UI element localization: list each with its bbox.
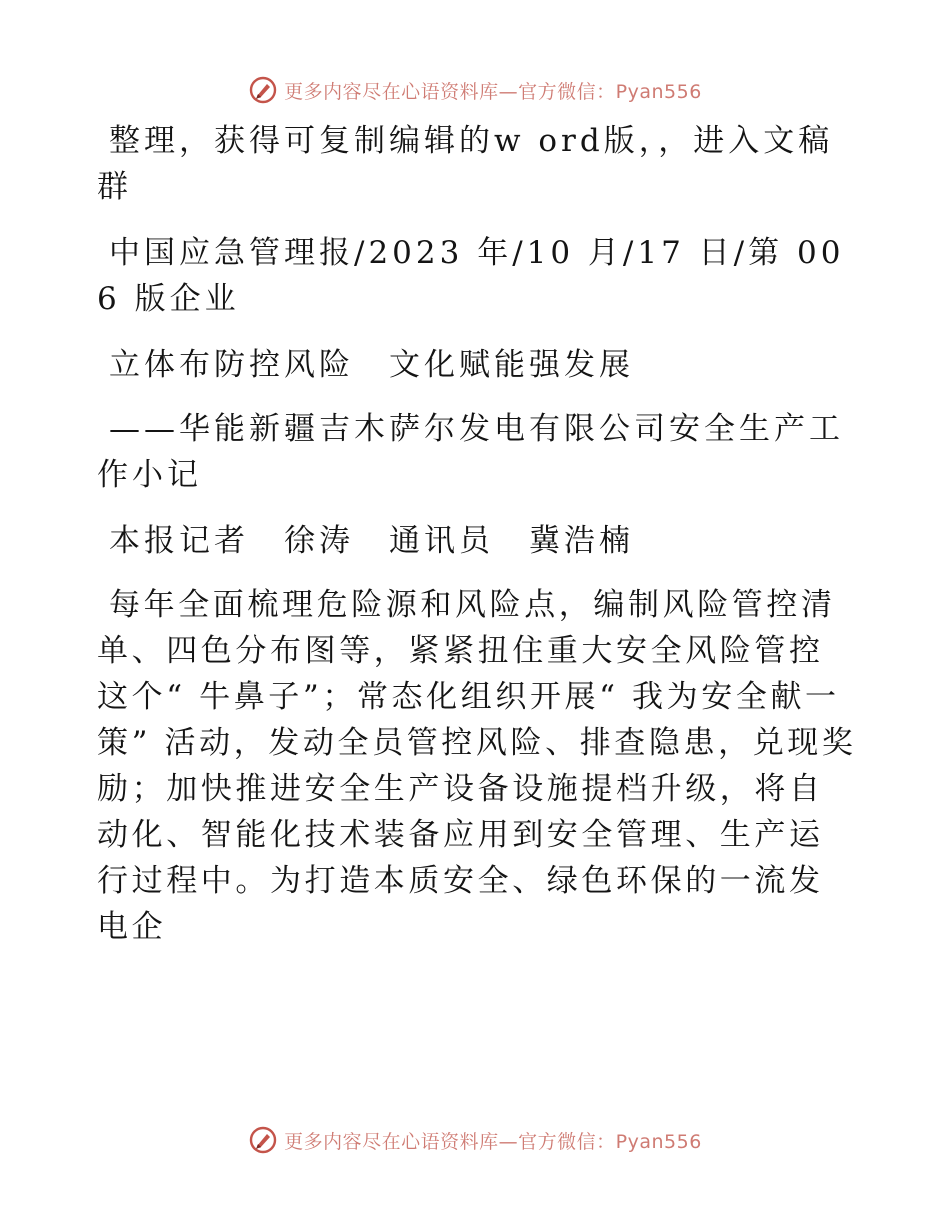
document-body [97,118,857,970]
byline: 本报记者 徐涛 通讯员 冀浩楠 [109,523,634,559]
watermark-text: 更多内容尽在心语资料库—官方微信：Pyan556 [284,1130,702,1153]
pen-logo-icon [248,1125,278,1155]
article-subtitle: ——华能新疆吉木萨尔发电有限公司安全生产工作小记 [97,411,844,493]
body-paragraph: 每年全面梳理危险源和风险点，编制风险管控清单、四色分布图等，紧紧扭住重大安全风险管控这个“ 牛鼻子”；常态化组织开展“ 我为安全献一策” 活动，发动全员管控风险、排查隐患，兑现奖励；加快推进安全生产设备设施提档升级，将自动化、智能化技术装备应用到安全管理、生产运行过程中。为打造本质安全、绿色环保的一流发电企 [97,587,857,945]
pen-logo-icon [248,75,278,105]
watermark-text: 更多内容尽在心语资料库—官方微信：Pyan556 [284,80,702,103]
source-line: 中国应急管理报/2023 年/10 月/17 日/第 006 版企业 [97,235,845,317]
article-title: 立体布防控风险 文化赋能强发展 [109,347,634,383]
intro-line: 整理，获得可复制编辑的w ord版，，进入文稿群 [97,123,834,205]
header-watermark [0,70,950,110]
footer-watermark [0,1120,950,1160]
